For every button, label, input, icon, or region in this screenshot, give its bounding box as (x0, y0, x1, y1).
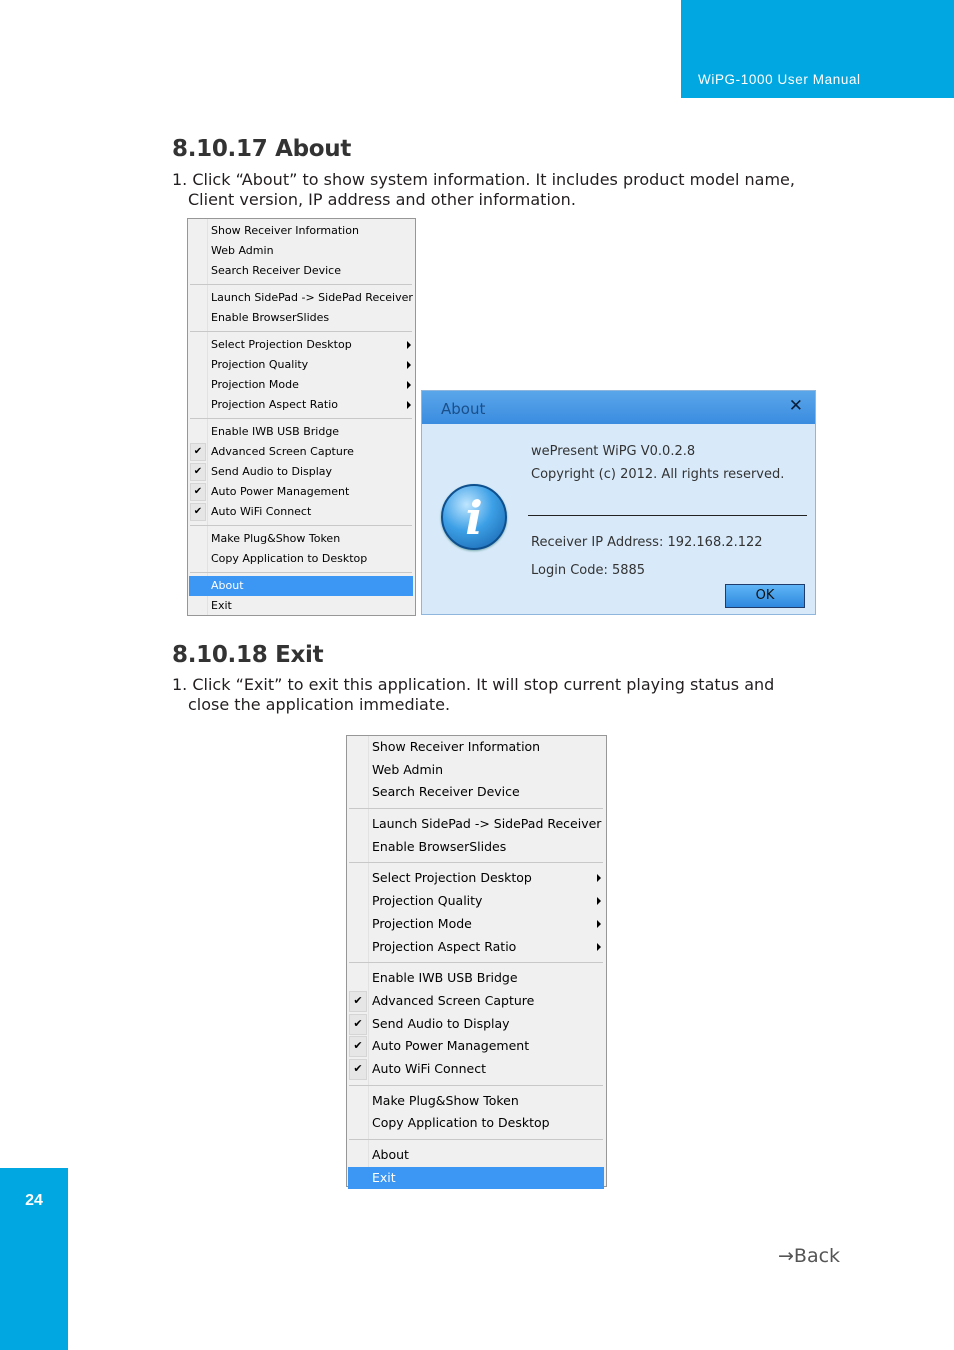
menu-separator (349, 1085, 603, 1086)
submenu-arrow-icon (597, 943, 601, 951)
menu-item-web-admin[interactable]: Web Admin (211, 244, 274, 257)
menu-item-exit[interactable]: Exit (348, 1167, 604, 1190)
submenu-arrow-icon (407, 401, 411, 409)
menu-item-enable-iwb-usb-bridge[interactable]: Enable IWB USB Bridge (211, 425, 340, 438)
menu-item-search-receiver-device[interactable]: Search Receiver Device (211, 264, 341, 277)
menu-item-copy-application-to-desktop[interactable]: Copy Application to Desktop (372, 1115, 550, 1131)
menu-separator (349, 1139, 603, 1140)
menu-separator (190, 284, 412, 285)
menu-item-advanced-screen-capture[interactable]: ✔ Advanced Screen Capture (188, 442, 415, 462)
about-description-line1: 1. Click “About” to show system information. It includes product model name, (172, 170, 795, 189)
receiver-ip-address: Receiver IP Address: 192.168.2.122 (531, 535, 763, 550)
login-code: Login Code: 5885 (531, 563, 646, 578)
menu-item-projection-mode[interactable]: Projection Mode (347, 913, 606, 936)
menu-item-projection-aspect-ratio[interactable]: Projection Aspect Ratio (188, 395, 415, 415)
menu-item-exit[interactable]: Exit (211, 599, 232, 612)
menu-item-search-receiver-device[interactable]: Search Receiver Device (372, 784, 520, 800)
menu-separator (190, 418, 412, 419)
menu-item-enable-browserslides[interactable]: Enable BrowserSlides (372, 838, 507, 854)
menu-item-about[interactable]: About (372, 1147, 409, 1162)
menu-item-select-projection-desktop[interactable]: Select Projection Desktop (347, 867, 606, 890)
check-icon: ✔ (353, 1016, 363, 1030)
menu-item-auto-wifi-connect[interactable]: ✔ Auto WiFi Connect (188, 502, 415, 522)
check-icon: ✔ (353, 1039, 363, 1053)
check-icon: ✔ (193, 446, 203, 457)
copyright-text: Copyright (c) 2012. All rights reserved. (531, 467, 785, 482)
menu-item-auto-power-management[interactable]: ✔ Auto Power Management (188, 482, 415, 502)
menu-item-web-admin[interactable]: Web Admin (372, 761, 444, 777)
page-number-tab (0, 1168, 68, 1350)
menu-item-enable-iwb-usb-bridge[interactable]: Enable IWB USB Bridge (372, 970, 518, 986)
check-icon: ✔ (193, 486, 203, 497)
ok-button[interactable]: OK (725, 584, 805, 608)
dialog-title: About (441, 400, 486, 418)
menu-separator (349, 808, 603, 809)
menu-separator (349, 862, 603, 863)
check-icon: ✔ (193, 466, 203, 477)
menu-item-send-audio-to-display[interactable]: ✔ Send Audio to Display (188, 462, 415, 482)
check-icon: ✔ (193, 506, 203, 517)
close-icon[interactable]: ✕ (788, 396, 803, 416)
submenu-arrow-icon (597, 897, 601, 905)
menu-separator (190, 331, 412, 332)
info-icon (441, 484, 507, 550)
menu-item-send-audio-to-display[interactable]: ✔ Send Audio to Display (347, 1013, 606, 1036)
about-description-line2: Client version, IP address and other information. (188, 190, 576, 209)
submenu-arrow-icon (597, 874, 601, 882)
info-icon-glyph: i (465, 491, 483, 545)
submenu-arrow-icon (407, 381, 411, 389)
menu-item-projection-quality[interactable]: Projection Quality (347, 890, 606, 913)
section-heading-about: 8.10.17 About (172, 136, 352, 162)
menu-item-show-receiver-information[interactable]: Show Receiver Information (372, 739, 541, 754)
menu-item-launch-sidepad[interactable]: Launch SidePad -> SidePad Receiver (211, 291, 413, 304)
menu-item-make-plug-show-token[interactable]: Make Plug&Show Token (372, 1092, 519, 1108)
menu-separator (190, 572, 412, 573)
exit-description-line2: close the application immediate. (188, 695, 451, 714)
menu-item-advanced-screen-capture[interactable]: ✔ Advanced Screen Capture (347, 990, 606, 1013)
page-number: 24 (25, 1192, 43, 1209)
menu-item-about[interactable]: About (189, 576, 413, 596)
menu-item-enable-browserslides[interactable]: Enable BrowserSlides (211, 311, 330, 324)
menu-item-launch-sidepad[interactable]: Launch SidePad -> SidePad Receiver (372, 816, 602, 832)
menu-item-projection-mode[interactable]: Projection Mode (188, 375, 415, 395)
check-icon: ✔ (353, 1061, 363, 1075)
check-icon: ✔ (353, 993, 363, 1007)
exit-description-line1: 1. Click “Exit” to exit this application. It will stop current playing status and (172, 675, 775, 694)
submenu-arrow-icon (407, 361, 411, 369)
submenu-arrow-icon (597, 920, 601, 928)
context-menu-exit-highlighted (346, 735, 607, 1187)
back-link[interactable]: →Back (778, 1245, 841, 1267)
menu-item-select-projection-desktop[interactable]: Select Projection Desktop (188, 335, 415, 355)
menu-separator (349, 962, 603, 963)
header-band (681, 0, 954, 98)
product-version: wePresent WiPG V0.0.2.8 (531, 444, 696, 459)
dialog-divider (528, 515, 807, 516)
about-dialog (421, 390, 816, 615)
section-heading-exit: 8.10.18 Exit (172, 642, 324, 668)
about-description (172, 170, 840, 210)
menu-item-show-receiver-information[interactable]: Show Receiver Information (211, 224, 359, 237)
menu-item-auto-power-management[interactable]: ✔ Auto Power Management (347, 1035, 606, 1058)
dialog-titlebar (422, 391, 815, 424)
menu-item-projection-quality[interactable]: Projection Quality (188, 355, 415, 375)
context-menu-about-highlighted (187, 218, 416, 616)
menu-separator (190, 525, 412, 526)
submenu-arrow-icon (407, 341, 411, 349)
menu-item-make-plug-show-token[interactable]: Make Plug&Show Token (211, 532, 341, 545)
menu-item-auto-wifi-connect[interactable]: ✔ Auto WiFi Connect (347, 1058, 606, 1081)
exit-description (172, 675, 840, 715)
manual-title: WiPG-1000 User Manual (698, 72, 861, 87)
menu-item-projection-aspect-ratio[interactable]: Projection Aspect Ratio (347, 936, 606, 959)
menu-item-copy-application-to-desktop[interactable]: Copy Application to Desktop (211, 552, 368, 565)
